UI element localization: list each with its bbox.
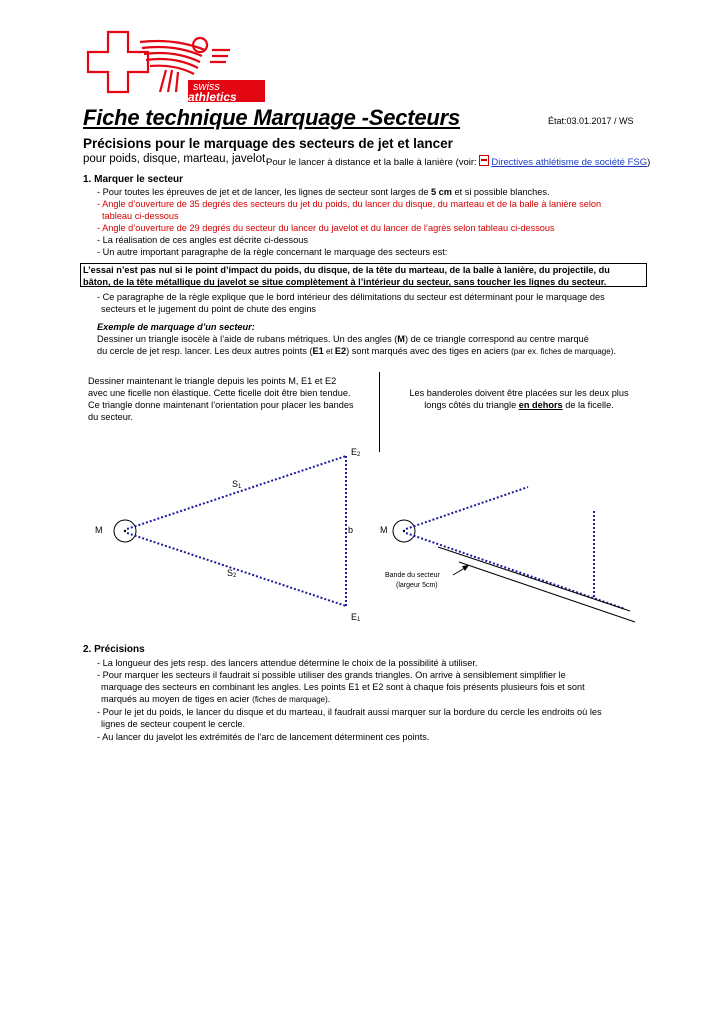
label-b: b bbox=[348, 525, 354, 535]
s2-p3-l1: - Pour le jet du poids, le lancer du disque et du marteau, il faudrait aussi marquer sur la bordure du cercle les endroits où les bbox=[97, 707, 602, 718]
string-s2 bbox=[127, 533, 346, 606]
logo-text-swiss: swiss bbox=[193, 81, 220, 93]
label-s2 bbox=[227, 568, 237, 579]
intro-line bbox=[83, 153, 651, 168]
s2-p2-l2: marquage des secteurs en combinant les angles. Les points E1 et E2 sont à chaque fois présents plusieurs fois et sont bbox=[101, 682, 585, 693]
bullet-angle-35-cont: tableau ci-dessous bbox=[102, 211, 179, 222]
example-block bbox=[97, 321, 657, 358]
rule-line-1: L’essai n’est pas nul si le point d’impact du poids, du disque, de la tête du marteau, de la balle à lanière, du projectile, du bbox=[83, 265, 610, 275]
ex2-end: . bbox=[613, 346, 616, 357]
band-line-inner bbox=[438, 547, 630, 611]
right-l2-bold: en dehors bbox=[518, 400, 563, 411]
label-e1-sub: 1 bbox=[357, 617, 361, 623]
b1-post: et si possible blanches. bbox=[451, 187, 550, 197]
section1-bullets bbox=[97, 186, 657, 259]
bullet-rule-intro: - Un autre important paragraphe de la règle concernant le marquage des secteurs est: bbox=[97, 247, 448, 258]
label-m-right: M bbox=[380, 525, 388, 535]
band-arrow-head bbox=[462, 565, 469, 571]
label-s2-letter: S bbox=[227, 568, 234, 578]
band-label-2: (largeur 5cm) bbox=[396, 582, 438, 589]
left-l4: du secteur. bbox=[88, 412, 133, 423]
intro-disciplines: pour poids, disque, marteau, javelot. bbox=[83, 153, 269, 165]
bullet-line-width bbox=[97, 186, 657, 198]
right-l2-post: de la ficelle. bbox=[562, 400, 614, 411]
rule-explanation bbox=[97, 291, 657, 315]
b1-bold: 5 cm bbox=[431, 187, 452, 197]
string-upper bbox=[406, 487, 528, 529]
page-title: Fiche technique Marquage -Secteurs bbox=[83, 105, 461, 130]
ex1-post: ) de ce triangle correspond au centre marqué bbox=[404, 334, 589, 345]
s2-p1: - La longueur des jets resp. des lancers attendue détermine le choix de la possibilité à utiliser. bbox=[97, 658, 478, 668]
right-l2 bbox=[384, 399, 654, 411]
ex2-mid: et bbox=[323, 347, 335, 357]
band-diagram bbox=[380, 487, 635, 622]
triangle-diagram bbox=[95, 447, 361, 623]
circle-center-right bbox=[403, 530, 405, 532]
bullet-realisation: - La réalisation de ces angles est décrite ci-dessous bbox=[97, 235, 308, 246]
intro-note-suffix: ) bbox=[647, 157, 651, 168]
pdf-icon bbox=[479, 155, 489, 166]
example-title: Exemple de marquage d’un secteur: bbox=[97, 322, 255, 332]
section1-heading: 1. Marquer le secteur bbox=[83, 174, 184, 185]
label-s1-letter: S bbox=[232, 479, 239, 489]
ex2-e2: E2 bbox=[334, 346, 347, 357]
rule-quote-box bbox=[80, 263, 647, 287]
s2-p3-l2: lignes de secteur coupent le cercle. bbox=[101, 719, 246, 730]
rule-line-2: bâton, de la tête métallique du javelot se situe complètement à l’intérieur du secteur, sans toucher les lignes du secteur. bbox=[83, 277, 607, 287]
circle-center-left bbox=[124, 530, 126, 532]
string-s1 bbox=[127, 456, 346, 529]
document-state: État:03.01.2017 / WS bbox=[548, 116, 634, 126]
ex2-e1: E1 bbox=[312, 346, 324, 357]
label-s2-sub: 2 bbox=[233, 573, 237, 579]
label-e2-sub: 2 bbox=[357, 452, 361, 458]
left-column-text bbox=[88, 375, 373, 423]
label-e1 bbox=[351, 612, 361, 623]
string-lower bbox=[406, 533, 625, 609]
ex1-pre: Dessiner un triangle isocèle à l’aide de rubans métriques. Un des angles ( bbox=[97, 334, 398, 345]
swiss-cross-runner-icon bbox=[80, 30, 265, 102]
label-e1-letter: E bbox=[351, 612, 358, 622]
ex1-bold: M bbox=[397, 334, 405, 345]
intro-note-prefix: Pour le lancer à distance et la balle à lanière (voir: bbox=[266, 157, 480, 168]
left-l1: Dessiner maintenant le triangle depuis les points M, E1 et E2 bbox=[88, 376, 337, 386]
label-s1-sub: 1 bbox=[238, 484, 242, 490]
example-line-1 bbox=[97, 333, 657, 345]
right-column-text bbox=[384, 387, 654, 411]
example-line-2 bbox=[97, 345, 657, 358]
logo-text-athletics: athletics bbox=[188, 90, 237, 102]
s2-p2-l3-pre: marqués au moyen de tiges en acier bbox=[101, 694, 253, 705]
sector-diagrams bbox=[0, 440, 724, 630]
label-e2 bbox=[351, 447, 361, 458]
section2-bullets bbox=[97, 657, 657, 743]
intro-title: Précisions pour le marquage des secteurs de jet et lancer bbox=[83, 136, 453, 151]
bullet-angle-29: - Angle d’ouverture de 29 degrés du secteur du lancer du javelot et du lancer de l’agrès selon tableau ci-dessous bbox=[97, 223, 555, 234]
ex2-small: (par ex. fiches de marquage) bbox=[511, 347, 614, 357]
left-l2: avec une ficelle non élastique. Cette ficelle doit être bien tendue. bbox=[88, 388, 351, 399]
s2-p2-l3-small: (fiches de marquage) bbox=[252, 695, 328, 705]
band-line-outer bbox=[459, 562, 635, 622]
ex2-post: ) sont marqués avec des tiges en aciers bbox=[346, 346, 512, 357]
directives-link[interactable]: Directives athlétisme de société FSG bbox=[491, 157, 648, 168]
ex2-pre: du cercle de jet resp. lancer. Les deux autres points ( bbox=[97, 346, 313, 357]
s2-p2-l1: - Pour marquer les secteurs il faudrait si possible utiliser des grands triangles. On arrive à sensiblement simplifier le bbox=[97, 670, 566, 681]
label-m-left: M bbox=[95, 525, 103, 535]
section2-heading: 2. Précisions bbox=[83, 644, 145, 655]
intro-note bbox=[266, 154, 650, 168]
s2-p2-l3-post: . bbox=[327, 694, 331, 705]
s2-p4: - Au lancer du javelot les extrémités de l’arc de lancement déterminent ces points. bbox=[97, 731, 430, 742]
s2-p2-l3 bbox=[97, 693, 657, 706]
label-s1 bbox=[232, 479, 242, 490]
b1-pre: - Pour toutes les épreuves de jet et de lancer, les lignes de secteur sont larges de bbox=[97, 187, 432, 197]
right-l1: Les banderoles doivent être placées sur les deux plus bbox=[409, 388, 629, 398]
bullet-angle-35: - Angle d’ouverture de 35 degrés des secteurs du jet du poids, du lancer du disque, du marteau et de la balle à lanière selon bbox=[97, 199, 602, 210]
swiss-athletics-logo bbox=[80, 30, 265, 102]
right-l2-pre: longs côtés du triangle bbox=[424, 400, 519, 411]
expl-line-1: - Ce paragraphe de la règle explique que le bord intérieur des délimitations du secteur est déterminant pour le marquage des bbox=[97, 292, 605, 302]
label-e2-letter: E bbox=[351, 447, 358, 457]
left-l3: Ce triangle donne maintenant l’orientation pour placer les bandes bbox=[88, 400, 354, 411]
band-label-1: Bande du secteur bbox=[385, 572, 440, 579]
expl-line-2: secteurs et le jugement du point de chute des engins bbox=[101, 304, 317, 315]
